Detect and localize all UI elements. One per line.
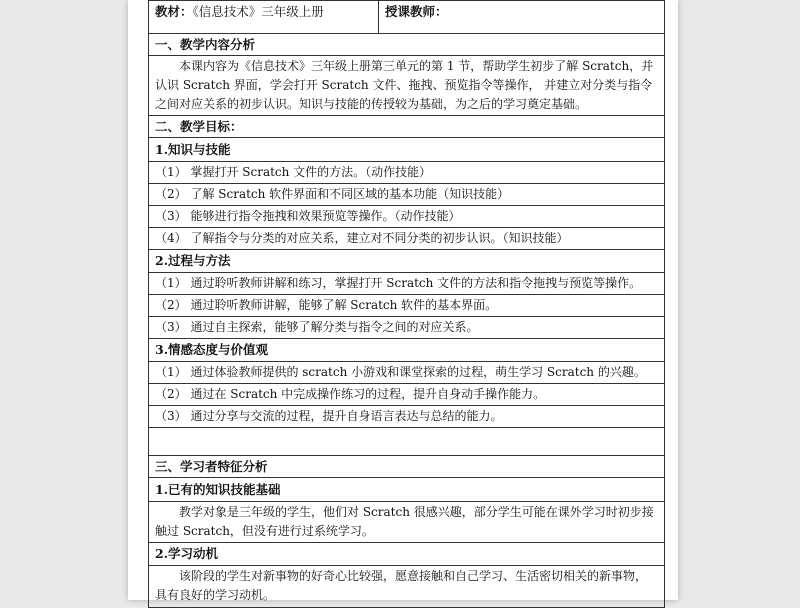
section2-body [149, 138, 665, 456]
section3-title: 三、学习者特征分析 [149, 456, 665, 478]
objective-item: （2） 了解 Scratch 软件界面和不同区域的基本功能（知识技能） [149, 184, 664, 206]
learner-paragraph: 教学对象是三年级的学生，他们对 Scratch 很感兴趣，部分学生可能在课外学习时初步接触过 Scratch，但没有进行过系统学习。 [149, 502, 664, 543]
objective-item: （2） 通过聆听教师讲解，能够了解 Scratch 软件的基本界面。 [149, 295, 664, 317]
objective-group-heading: 1.知识与技能 [155, 142, 231, 157]
objective-item: （2） 通过在 Scratch 中完成操作练习的过程，提升自身动手操作能力。 [149, 384, 664, 406]
lesson-plan-table [148, 0, 665, 608]
section1-title: 一、教学内容分析 [149, 34, 665, 56]
objective-line [149, 250, 664, 273]
objective-line [149, 339, 664, 362]
blank-space [149, 428, 664, 454]
objective-item: （1） 通过体验教师提供的 scratch 小游戏和课堂探索的过程，萌生学习 Scratch 的兴趣。 [149, 362, 664, 384]
section1-paragraph: 本课内容为《信息技术》三年级上册第三单元的第 1 节，帮助学生初步了解 Scratch，并认识 Scratch 界面，学会打开 Scratch 文件、拖拽、预览指令等操作， 并建立对分类与指令之间对应关系的初步认识。知识与技能的传授较为基础，为之后的学习奠定基础。 [149, 56, 665, 116]
textbook-label: 教材： [155, 4, 193, 19]
teacher-cell [379, 1, 665, 34]
section3-body [149, 478, 665, 608]
learner-group-heading-line [149, 479, 664, 502]
objective-item: （1） 掌握打开 Scratch 文件的方法。（动作技能） [149, 162, 664, 184]
section3-body-row [149, 478, 665, 608]
section1-body-row [149, 56, 665, 116]
learner-group-heading: 1.已有的知识技能基础 [155, 482, 281, 497]
objective-group-heading: 3.情感态度与价值观 [155, 342, 269, 357]
learner-group-heading-line [149, 543, 664, 566]
objective-item: （3） 通过自主探索，能够了解分类与指令之间的对应关系。 [149, 317, 664, 339]
document-page [128, 0, 678, 600]
section2-title-row [149, 116, 665, 138]
section2-title: 二、教学目标： [149, 116, 665, 138]
objective-group-heading: 2.过程与方法 [155, 253, 231, 268]
section1-title-row [149, 34, 665, 56]
objective-item: （1） 通过聆听教师讲解和练习，掌握打开 Scratch 文件的方法和指令拖拽与预览等操作。 [149, 273, 664, 295]
textbook-cell [149, 1, 379, 34]
learner-paragraph: 该阶段的学生对新事物的好奇心比较强，愿意接触和自己学习、生活密切相关的新事物，具有良好的学习动机。 [155, 569, 648, 602]
teacher-label: 授课教师： [385, 4, 448, 19]
objective-item: （3） 能够进行指令拖拽和效果预览等操作。（动作技能） [149, 206, 664, 228]
objective-line [149, 139, 664, 162]
header-row [149, 1, 665, 34]
objective-item: （4） 了解指令与分类的对应关系，建立对不同分类的初步认识。（知识技能） [149, 228, 664, 250]
section3-title-row [149, 456, 665, 478]
learner-group-heading: 2.学习动机 [155, 546, 219, 561]
textbook-value: 《信息技术》三年级上册 [192, 4, 324, 19]
section2-body-row [149, 138, 665, 456]
objective-item: （3） 通过分享与交流的过程，提升自身语言表达与总结的能力。 [149, 406, 664, 428]
